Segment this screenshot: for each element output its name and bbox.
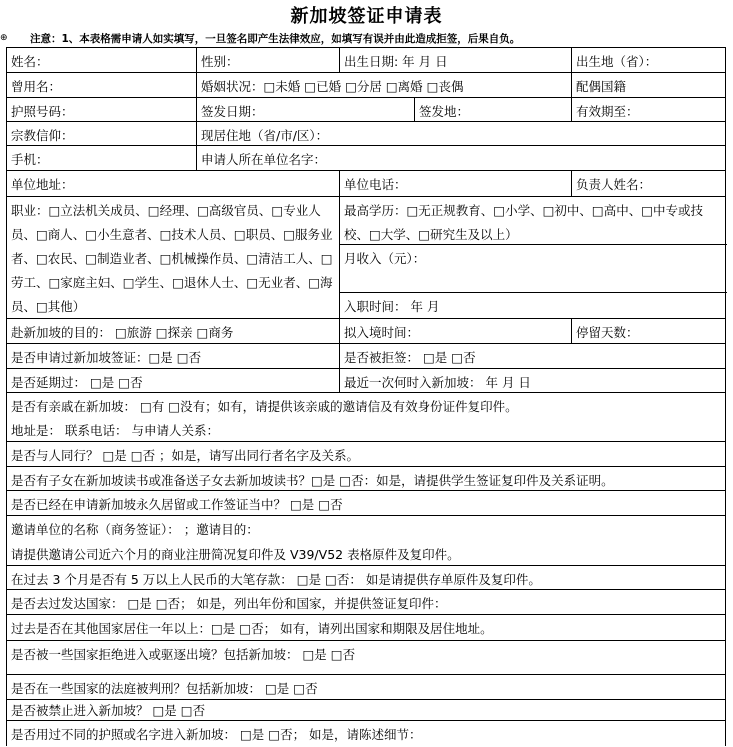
religion-field[interactable]: 宗教信仰： <box>11 128 74 143</box>
issue-place-field[interactable]: 签发地： <box>414 98 571 121</box>
row-invitation <box>7 516 725 566</box>
row-refused-entry <box>7 641 725 675</box>
passport-number-field[interactable]: 护照号码： <box>11 104 74 119</box>
row-extended <box>7 369 725 393</box>
row-permanent <box>7 491 725 516</box>
form-title: 新加坡签证申请表 <box>290 6 443 27</box>
education-income-block <box>339 197 727 318</box>
row-convicted <box>7 675 725 700</box>
education-field[interactable]: 最高学历：□无正规教育、□小学、□初中、□高中、□中专或技校、□大学、□研究生及以上） <box>340 197 727 245</box>
hire-date-field[interactable]: 入职时间： 年 月 <box>344 299 440 314</box>
former-name-field[interactable]: 曾用名： <box>11 79 62 94</box>
gender-field[interactable]: 性别： <box>196 48 339 72</box>
row-passport <box>7 98 725 122</box>
banned-field[interactable]: 是否被禁止进入新加坡？ □是 □否 <box>11 703 206 718</box>
employer-phone-field[interactable]: 单位电话： <box>339 171 571 196</box>
row-banned <box>7 700 725 721</box>
row-religion <box>7 122 725 146</box>
permanent-residence-field[interactable]: 是否已经在申请新加坡永久居留或工作签证当中？ □是 □否 <box>11 497 343 512</box>
row-basic-1 <box>7 48 725 73</box>
row-purpose <box>7 319 725 344</box>
last-entry-field[interactable]: 最近一次何时入新加坡： 年 月 日 <box>339 369 727 392</box>
companion-field[interactable]: 是否与人同行？ □是 □否 ；如是，请写出同行者名字及关系。 <box>11 448 360 463</box>
convicted-field[interactable]: 是否在一些国家的法庭被判刑？包括新加坡： □是 □否 <box>11 681 318 696</box>
inviting-company-field[interactable]: 邀请单位的名称（商务签证）： ；邀请目的： <box>11 522 259 537</box>
application-form <box>6 47 726 746</box>
row-lived-abroad <box>7 615 725 641</box>
manager-name-field[interactable]: 负责人姓名： <box>571 171 727 196</box>
applied-before-field[interactable]: 是否申请过新加坡签证：□是 □否 <box>11 350 202 365</box>
extended-field[interactable]: 是否延期过： □是 □否 <box>11 375 143 390</box>
other-passport-field[interactable]: 是否用过不同的护照或名字进入新加坡： □是 □否； 如是，请陈述细节： <box>11 727 422 742</box>
refused-entry-field[interactable]: 是否被一些国家拒绝进入或驱逐出境？包括新加坡： □是 □否 <box>11 647 356 662</box>
occupation-field[interactable]: 职业：□立法机关成员、□经理、□高级官员、□专业人员、□商人、□小生意者、□技术人员、□职员、□服务业者、□农民、□制造业者、□机械操作员、□清洁工人、□劳工、□家庭主妇、□学生、□退休人士、□无业者、□海员、□其他） <box>11 203 333 314</box>
row-mobile <box>7 146 725 171</box>
issue-date-field[interactable]: 签发日期： <box>196 98 414 121</box>
row-companion <box>7 442 725 467</box>
income-field[interactable]: 月收入（元）： <box>340 245 727 293</box>
spouse-nationality-field[interactable]: 配偶国籍 <box>571 73 727 97</box>
birthplace-field[interactable]: 出生地（省）： <box>571 48 727 72</box>
row-children <box>7 467 725 491</box>
marital-status-field[interactable]: 婚姻状况：□未婚 □已婚 □分居 □离婚 □丧偶 <box>196 73 571 97</box>
invitation-docs-text: 请提供邀请公司近六个月的商业注册简况复印件及 V39/V52 表格原件及复印件。 <box>11 547 460 562</box>
children-field[interactable]: 是否有子女在新加坡读书或准备送子女去新加坡读书？□是 □否：如是，请提供学生签证复印件及关系证明。 <box>11 473 614 488</box>
lived-abroad-field[interactable]: 过去是否在其他国家居住一年以上：□是 □否； 如有，请列出国家和期限及居住地址。 <box>11 621 493 636</box>
row-occupation <box>7 197 725 319</box>
deposit-field[interactable]: 在过去 3 个月是否有 5 万以上人民币的大笔存款： □是 □否： 如是请提供存单原件及复印件。 <box>11 572 541 587</box>
employer-name-field[interactable]: 申请人所在单位名字： <box>196 146 727 170</box>
residence-field[interactable]: 现居住地（省/市/区）： <box>196 122 727 145</box>
row-deposit <box>7 566 725 590</box>
birth-date-field[interactable]: 出生日期: 年 月 日 <box>339 48 571 72</box>
employer-address-field[interactable]: 单位地址： <box>11 177 74 192</box>
expiry-date-field[interactable]: 有效期至： <box>571 98 727 121</box>
developed-countries-field[interactable]: 是否去过发达国家： □是 □否； 如是，列出年份和国家，并提供签证复印件： <box>11 596 447 611</box>
entry-date-field[interactable]: 拟入境时间： <box>339 319 571 343</box>
relatives-field[interactable]: 是否有亲戚在新加坡： □有 □没有；如有，请提供该亲戚的邀请信及有效身份证件复印件。 <box>11 399 518 414</box>
row-developed <box>7 590 725 615</box>
row-employer <box>7 171 725 197</box>
row-basic-2 <box>7 73 725 98</box>
visit-purpose-field[interactable]: 赴新加坡的目的： □旅游 □探亲 □商务 <box>11 325 234 340</box>
name-field[interactable]: 姓名： <box>11 54 49 69</box>
stay-days-field[interactable]: 停留天数： <box>571 319 727 343</box>
move-handle-icon: ⊕ <box>0 33 8 43</box>
row-applied <box>7 344 725 369</box>
row-relatives <box>7 393 725 442</box>
relative-address-field[interactable]: 地址是： 联系电话： 与申请人关系： <box>11 423 219 438</box>
refused-before-field[interactable]: 是否被拒签： □是 □否 <box>339 344 727 368</box>
mobile-field[interactable]: 手机： <box>11 152 49 167</box>
row-other-passport <box>7 721 725 747</box>
form-note: 注意：1、本表格需申请人如实填写，一旦签名即产生法律效应，如填写有误并由此造成拒签，后果自负。 <box>30 33 521 45</box>
